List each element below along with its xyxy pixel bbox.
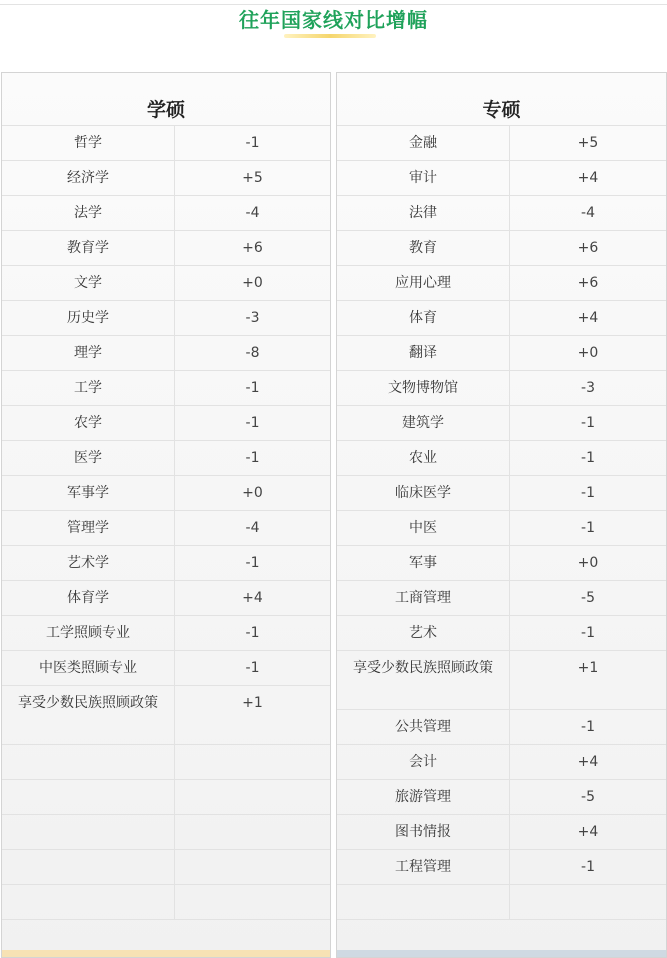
score-change: -1 bbox=[245, 380, 260, 396]
score-change: -4 bbox=[581, 205, 595, 221]
discipline-name: 历史学 bbox=[2, 301, 175, 335]
score-change: -1 bbox=[581, 450, 595, 466]
empty-row bbox=[2, 814, 330, 849]
table-row bbox=[337, 580, 666, 615]
discipline-name: 管理学 bbox=[2, 511, 175, 545]
discipline-name: 艺术 bbox=[337, 616, 510, 650]
table-row bbox=[2, 545, 330, 580]
academic-table bbox=[2, 125, 330, 920]
discipline-name: 农学 bbox=[2, 406, 175, 440]
discipline-name: 农业 bbox=[337, 441, 510, 475]
academic-heading: 学硕 bbox=[146, 99, 185, 121]
discipline-name: 应用心理 bbox=[337, 266, 510, 300]
table-row bbox=[2, 195, 330, 230]
table-row bbox=[2, 370, 330, 405]
table-row bbox=[337, 510, 666, 545]
table-row bbox=[2, 475, 330, 510]
discipline-name: 文物博物馆 bbox=[337, 371, 510, 405]
discipline-name: 文学 bbox=[2, 266, 175, 300]
discipline-name: 工学照顾专业 bbox=[2, 616, 175, 650]
table-row bbox=[337, 849, 666, 884]
score-change: -1 bbox=[581, 415, 595, 431]
score-change: +4 bbox=[577, 310, 599, 326]
empty-cell bbox=[2, 780, 175, 814]
table-row bbox=[337, 335, 666, 370]
table-row bbox=[337, 779, 666, 814]
empty-cell bbox=[2, 885, 175, 919]
score-change: +4 bbox=[577, 754, 599, 770]
discipline-name: 法学 bbox=[2, 196, 175, 230]
table-row bbox=[2, 685, 330, 744]
discipline-name: 享受少数民族照顾政策 bbox=[2, 686, 175, 744]
table-row bbox=[2, 510, 330, 545]
discipline-name: 艺术学 bbox=[2, 546, 175, 580]
table-row bbox=[2, 125, 330, 160]
discipline-name: 法律 bbox=[337, 196, 510, 230]
discipline-name: 图书情报 bbox=[337, 815, 510, 849]
score-change: +0 bbox=[242, 485, 263, 501]
discipline-name: 理学 bbox=[2, 336, 175, 370]
discipline-name: 体育 bbox=[337, 301, 510, 335]
empty-row bbox=[2, 744, 330, 779]
table-row bbox=[337, 709, 666, 744]
score-change: -1 bbox=[581, 520, 595, 536]
table-row bbox=[337, 545, 666, 580]
discipline-name: 翻译 bbox=[337, 336, 510, 370]
discipline-name: 公共管理 bbox=[337, 710, 510, 744]
discipline-name: 哲学 bbox=[2, 126, 175, 160]
table-row bbox=[337, 650, 666, 709]
table-row bbox=[337, 195, 666, 230]
discipline-name: 临床医学 bbox=[337, 476, 510, 510]
score-change: +1 bbox=[577, 660, 599, 676]
score-change: -1 bbox=[581, 719, 595, 735]
academic-footer-bar bbox=[2, 950, 330, 957]
score-change: +1 bbox=[242, 695, 263, 711]
score-change: -1 bbox=[245, 450, 260, 466]
table-row bbox=[2, 300, 330, 335]
table-row bbox=[337, 125, 666, 160]
table-row bbox=[337, 300, 666, 335]
empty-cell bbox=[2, 815, 175, 849]
page-title: 往年国家线对比增幅 bbox=[239, 8, 428, 32]
score-change: +4 bbox=[577, 824, 599, 840]
empty-cell bbox=[175, 815, 330, 849]
discipline-name: 教育学 bbox=[2, 231, 175, 265]
discipline-name: 经济学 bbox=[2, 161, 175, 195]
table-row bbox=[2, 405, 330, 440]
empty-cell bbox=[175, 850, 330, 884]
top-divider bbox=[0, 4, 667, 5]
table-row bbox=[337, 814, 666, 849]
score-change: +4 bbox=[242, 590, 263, 606]
table-row bbox=[337, 405, 666, 440]
score-change: -1 bbox=[581, 859, 595, 875]
discipline-name: 工学 bbox=[2, 371, 175, 405]
score-change: -1 bbox=[245, 660, 260, 676]
empty-row bbox=[2, 779, 330, 814]
table-row bbox=[2, 230, 330, 265]
discipline-name: 医学 bbox=[2, 441, 175, 475]
score-change: -1 bbox=[581, 625, 595, 641]
empty-cell bbox=[175, 885, 330, 919]
score-change: +6 bbox=[577, 275, 599, 291]
table-row bbox=[337, 265, 666, 300]
professional-footer-bar bbox=[337, 950, 666, 957]
score-change: -8 bbox=[245, 345, 260, 361]
title-underline bbox=[284, 34, 376, 38]
discipline-name: 金融 bbox=[337, 126, 510, 160]
empty-cell bbox=[2, 850, 175, 884]
discipline-name: 审计 bbox=[337, 161, 510, 195]
score-change: +0 bbox=[577, 555, 599, 571]
score-change: +5 bbox=[577, 135, 599, 151]
score-change: +0 bbox=[577, 345, 599, 361]
score-change: +5 bbox=[242, 170, 263, 186]
score-change: -4 bbox=[245, 520, 260, 536]
professional-panel bbox=[336, 72, 667, 958]
empty-row bbox=[2, 884, 330, 920]
score-change: -1 bbox=[245, 625, 260, 641]
empty-cell bbox=[175, 780, 330, 814]
discipline-name: 旅游管理 bbox=[337, 780, 510, 814]
table-row bbox=[2, 615, 330, 650]
empty-row bbox=[2, 849, 330, 884]
discipline-name: 工程管理 bbox=[337, 850, 510, 884]
professional-table bbox=[337, 125, 666, 920]
discipline-name: 中医类照顾专业 bbox=[2, 651, 175, 685]
discipline-name: 中医 bbox=[337, 511, 510, 545]
empty-row bbox=[337, 884, 666, 920]
score-change: +4 bbox=[577, 170, 599, 186]
table-row bbox=[2, 265, 330, 300]
score-change: -3 bbox=[581, 380, 595, 396]
table-row bbox=[2, 440, 330, 475]
score-change: -1 bbox=[245, 415, 260, 431]
table-row bbox=[337, 160, 666, 195]
table-row bbox=[337, 744, 666, 779]
score-change: -5 bbox=[581, 590, 595, 606]
empty-cell bbox=[175, 745, 330, 779]
score-change: +0 bbox=[242, 275, 263, 291]
table-row bbox=[2, 580, 330, 615]
academic-panel bbox=[1, 72, 331, 958]
empty-cell bbox=[337, 885, 510, 919]
discipline-name: 军事学 bbox=[2, 476, 175, 510]
discipline-name: 工商管理 bbox=[337, 581, 510, 615]
table-row bbox=[2, 335, 330, 370]
table-row bbox=[2, 160, 330, 195]
score-change: -1 bbox=[245, 135, 260, 151]
score-change: -1 bbox=[245, 555, 260, 571]
discipline-name: 教育 bbox=[337, 231, 510, 265]
discipline-name: 军事 bbox=[337, 546, 510, 580]
professional-heading: 专硕 bbox=[482, 99, 521, 121]
table-row bbox=[337, 230, 666, 265]
discipline-name: 体育学 bbox=[2, 581, 175, 615]
table-row bbox=[337, 440, 666, 475]
empty-cell bbox=[2, 745, 175, 779]
discipline-name: 会计 bbox=[337, 745, 510, 779]
table-row bbox=[337, 615, 666, 650]
score-change: -1 bbox=[581, 485, 595, 501]
score-change: -5 bbox=[581, 789, 595, 805]
score-change: -4 bbox=[245, 205, 260, 221]
empty-cell bbox=[510, 885, 666, 919]
table-row bbox=[337, 370, 666, 405]
score-change: +6 bbox=[242, 240, 263, 256]
score-change: +6 bbox=[577, 240, 599, 256]
table-row bbox=[2, 650, 330, 685]
table-row bbox=[337, 475, 666, 510]
score-change: -3 bbox=[245, 310, 260, 326]
discipline-name: 享受少数民族照顾政策 bbox=[337, 651, 510, 709]
discipline-name: 建筑学 bbox=[337, 406, 510, 440]
